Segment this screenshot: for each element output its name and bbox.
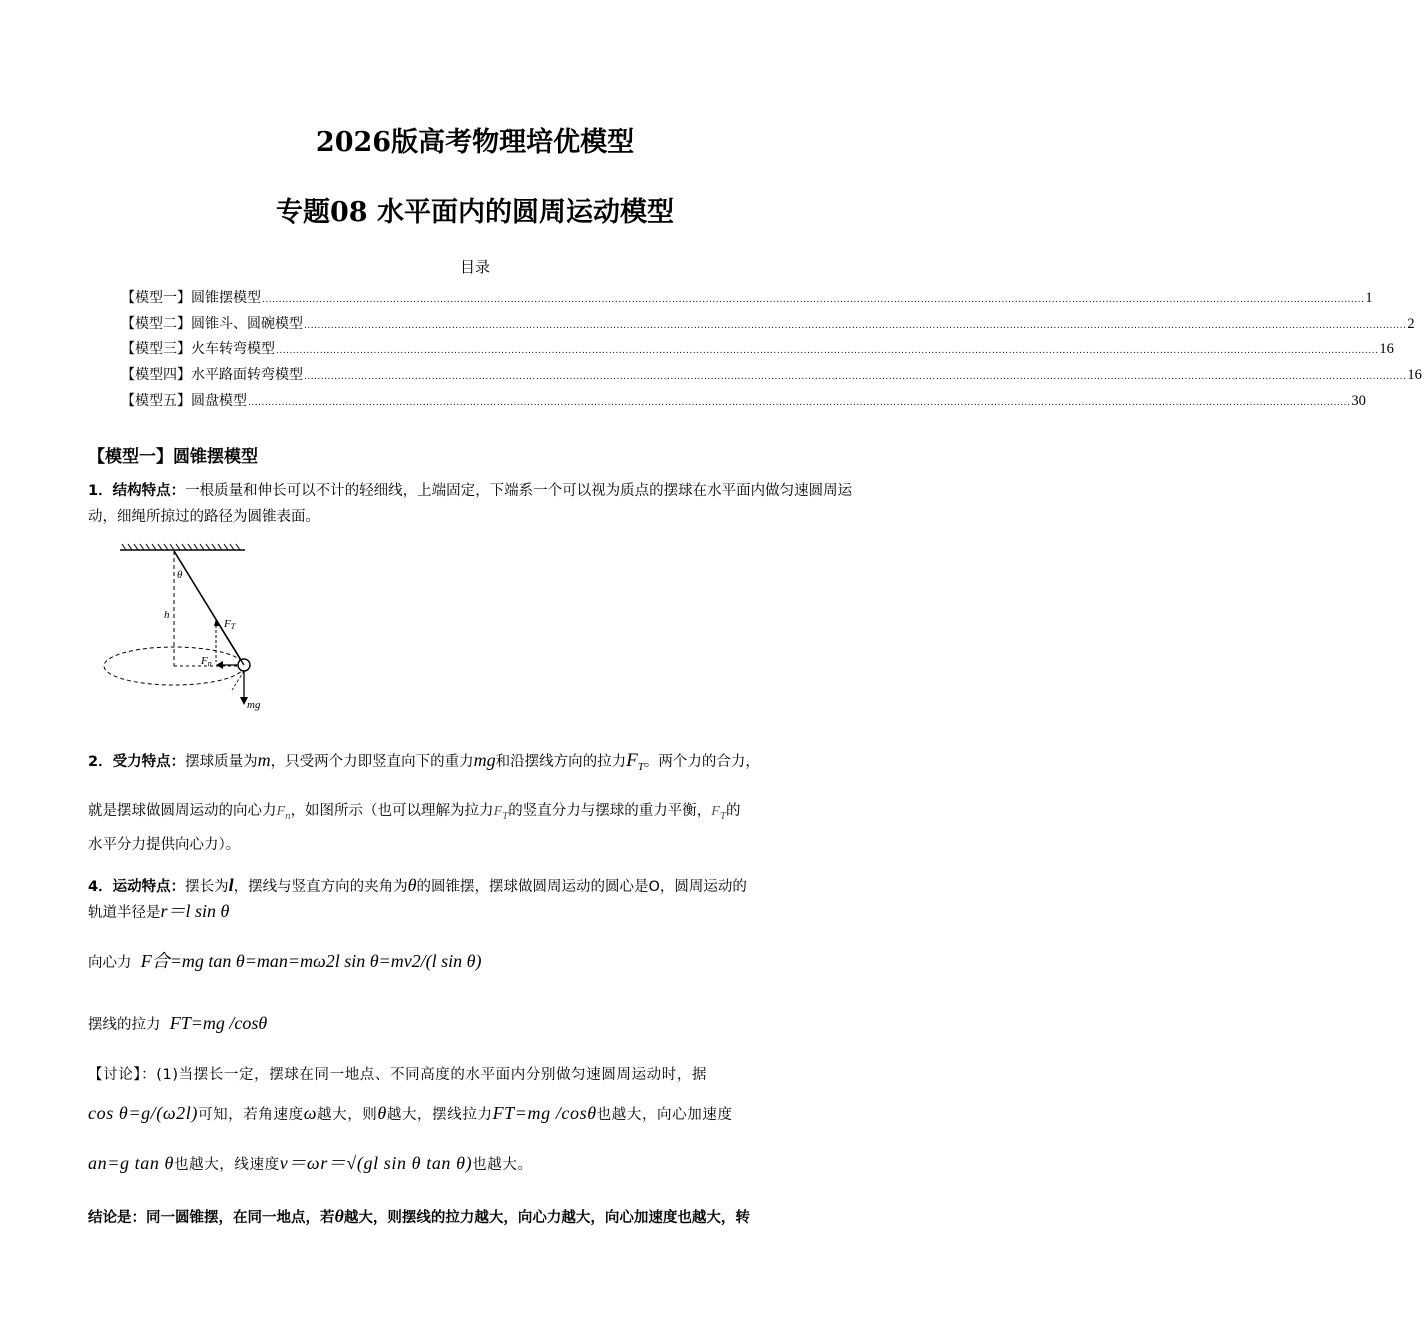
tension-formula-inline: FT=mg /cosθ [492,1103,597,1123]
toc-entry[interactable] [121,287,1373,313]
toc-leader-dots: ........................................................................................................................................................................................................................................................................................................................................ [276,346,1379,357]
toc-entry-label: 【模型四】水平路面转弯模型 [121,367,303,384]
toc-entry-page: 30 [1351,392,1366,409]
tension-formula: FT=mg /cosθ [169,1013,268,1033]
document-subtitle: 专题08 水平面内的圆周运动模型 [276,197,674,228]
centripetal-formula-label: 向心力 [88,955,132,971]
motion-label: 4．运动特点： [88,879,186,895]
conclusion-text-b: 越大，则摆线的拉力越大，向心力越大，向心加速度也越大，转 [343,1210,750,1226]
conclusion-text-a: 结论是：同一圆锥摆，在同一地点，若 [88,1210,335,1226]
force-paragraph-line1 [88,748,866,779]
structure-label: 1．结构特点： [88,483,186,499]
force-text-f: ，如图所示（也可以理解为拉力 [290,803,494,819]
force-text-c: 和沿摆线方向的拉力 [495,754,627,770]
force-text-e: 就是摆球做圆周运动的向心力 [88,803,277,819]
force-text-b: ，只受两个力即竖直向下的重力 [270,754,474,770]
toc-leader-dots: ........................................................................................................................................................................................................................................................................................................................................ [248,397,1351,408]
force-paragraph-line2 [88,798,866,829]
centripetal-formula-line [88,948,866,976]
radius-formula: r＝l sin θ [160,901,230,921]
toc-entry-page: 16 [1407,367,1422,384]
toc-entry[interactable] [121,338,1394,364]
centripetal-formula: F合=mg tan θ=man=mω2l sin θ=mv2/(l sin θ) [140,951,482,971]
fn-arrowhead [216,661,223,669]
motion-text-a: 摆长为 [185,879,229,895]
acceleration-formula: an=g tan θ [88,1153,174,1173]
table-of-contents [121,287,1422,415]
discussion-text-a: (1)当摆长一定，摆球在同一地点、不同高度的水平面内分别做匀速圆周运动时，据 [156,1067,708,1083]
ceiling-hatch [120,544,245,550]
motion-paragraph-line2 [88,898,866,926]
mg-label: mg [247,699,261,711]
tension-symbol: $F_T$ [626,750,644,773]
discussion-text-c: 越大，则 [317,1107,378,1123]
toc-entry-label: 【模型二】圆锥斗、圆碗模型 [121,315,303,332]
structure-text: 一根质量和伸长可以不计的轻细线，上端固定，下端系一个可以视为质点的摆球在水平面内做匀速圆周运动，细绳所掠过的路径为圆锥表面。 [88,483,853,525]
motion-paragraph-line1 [88,872,866,900]
conical-pendulum-figure [100,540,260,720]
velocity-formula: v＝ωr＝√(gl sin θ tan θ) [279,1153,473,1173]
discussion-text-b: 可知，若角速度 [197,1107,304,1123]
document-title: 2026版高考物理培优模型 [315,127,635,158]
tension-formula-label: 摆线的拉力 [88,1017,161,1033]
force-text-a: 摆球质量为 [185,754,258,770]
theta-label: θ [177,569,183,581]
discussion-label: 【讨论】： [88,1067,157,1083]
force-paragraph-line3 [88,832,866,858]
ft-label: FT [224,618,236,631]
toc-entry-page: 2 [1407,315,1415,332]
omega-symbol: ω [303,1103,317,1123]
section-heading: 【模型一】圆锥摆模型 [88,447,258,467]
mass-symbol: m [257,750,271,770]
conclusion-line [88,1203,866,1231]
toc-leader-dots: ........................................................................................................................................................................................................................................................................................................................................ [304,372,1407,383]
conclusion-theta: θ [334,1206,344,1226]
tension-formula-line [88,1010,866,1038]
discussion-line3 [88,1150,866,1178]
toc-entry-label: 【模型一】圆锥摆模型 [121,290,261,306]
force-label: 2．受力特点： [88,754,186,770]
structure-paragraph [88,478,866,530]
motion-text-d: 轨道半径是 [88,905,161,921]
length-symbol: l [228,875,234,895]
theta-symbol: θ [377,1103,387,1123]
discussion-text-g: 也越大。 [472,1157,533,1173]
force-text-g: 的竖直分力与摆球的重力平衡， [508,803,712,819]
gravity-symbol: mg [473,750,496,770]
toc-entry-page: 1 [1365,290,1373,306]
discussion-text-f: 也越大，线速度 [174,1157,280,1173]
height-label: h [164,609,170,621]
force-text-i: 水平分力提供向心力）。 [88,837,241,853]
centripetal-symbol: $F_n$ [276,804,291,822]
toc-entry-label: 【模型五】圆盘模型 [121,392,247,409]
toc-entry-page: 16 [1379,341,1394,358]
discussion-text-d: 越大，摆线拉力 [386,1107,493,1123]
force-text-h: 的 [725,803,741,819]
tension-symbol-3: $F_T$ [711,804,726,822]
motion-text-b: ，摆线与竖直方向的夹角为 [233,879,408,895]
toc-entry[interactable] [121,364,1422,390]
toc-leader-dots: ........................................................................................................................................................................................................................................................................................................................................ [262,295,1365,305]
discussion-line1 [88,1062,866,1088]
toc-leader-dots: ........................................................................................................................................................................................................................................................................................................................................ [304,320,1407,331]
angle-symbol: θ [407,875,417,895]
cos-formula: cos θ=g/(ω2l) [88,1103,198,1123]
ft-arrowhead [214,619,221,626]
tension-symbol-2: $F_T$ [493,804,509,822]
toc-entry[interactable] [121,390,1366,416]
force-text-d: 。两个力的合力， [643,754,760,770]
toc-title: 目录 [459,258,490,276]
fn-label: Fn [201,655,212,668]
toc-entry-label: 【模型三】火车转弯模型 [121,341,275,358]
toc-entry[interactable] [121,313,1415,339]
discussion-line2 [88,1100,866,1128]
discussion-text-e: 也越大，向心加速度 [596,1107,733,1123]
motion-text-c: 的圆锥摆，摆球做圆周运动的圆心是O，圆周运动的 [416,879,747,895]
